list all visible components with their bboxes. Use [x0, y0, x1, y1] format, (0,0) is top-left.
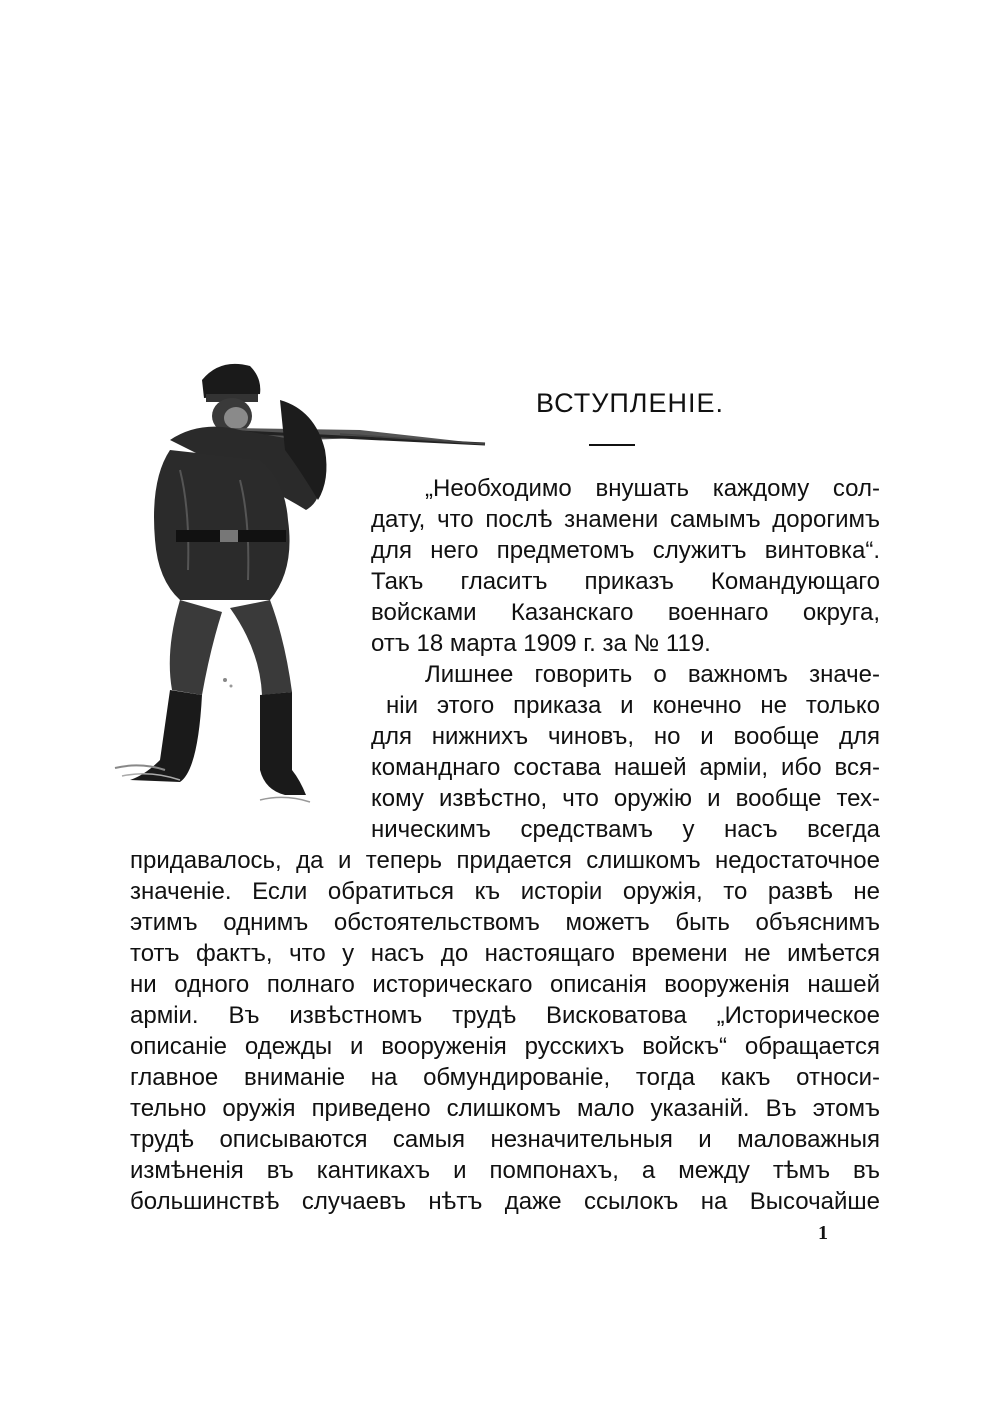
text-line: этимъ однимъ обстоятельствомъ можетъ быть объяснимъ: [130, 909, 880, 936]
text-line: для него предметомъ служитъ винтовка“.: [371, 537, 880, 564]
text-line: тотъ фактъ, что у насъ до настоящаго времени не имѣется: [130, 940, 880, 967]
text-line: для нижнихъ чиновъ, но и вообще для: [371, 723, 880, 750]
text-line: отъ 18 марта 1909 г. за № 119.: [371, 630, 711, 657]
text-line: дату, что послѣ знамени самымъ дорогимъ: [371, 506, 880, 533]
page-number: 1: [818, 1222, 828, 1244]
title-divider: [589, 444, 635, 446]
text-line: измѣненія въ кантикахъ и помпонахъ, а между тѣмъ въ: [130, 1157, 880, 1184]
text-line: ническимъ средствамъ у насъ всегда: [371, 816, 880, 843]
text-line: тельно оружія приведено слишкомъ мало указаній. Въ этомъ: [130, 1095, 880, 1122]
text-line: команднаго состава нашей арміи, ибо вся-: [371, 754, 880, 781]
text-line: трудѣ описываются самыя незначительныя и маловажныя: [130, 1126, 880, 1153]
text-line: арміи. Въ извѣстномъ трудѣ Висковатова „Историческое: [130, 1002, 880, 1029]
text-line: Лишнее говорить о важномъ значе-: [425, 661, 880, 688]
text-line: „Необходимо внушать каждому сол-: [425, 475, 880, 502]
text-line: значеніе. Если обратиться къ исторіи оружія, то развѣ не: [130, 878, 880, 905]
text-line: главное вниманіе на обмундированіе, тогда какъ относи-: [130, 1064, 880, 1091]
section-title: ВСТУПЛЕНІЕ.: [535, 388, 724, 418]
text-line: большинствѣ случаевъ нѣтъ даже ссылокъ на Высочайше: [130, 1188, 880, 1215]
text-line: кому извѣстно, что оружію и вообще тех-: [371, 785, 880, 812]
text-line: ни одного полнаго историческаго описанія вооруженія нашей: [130, 971, 880, 998]
text-line: войсками Казанскаго военнаго округа,: [371, 599, 880, 626]
text-line: ніи этого приказа и конечно не только: [386, 692, 880, 719]
text-line: описаніе одежды и вооруженія русскихъ войскъ“ обращается: [130, 1033, 880, 1060]
text-line: придавалось, да и теперь придается слишкомъ недостаточное: [130, 847, 880, 874]
text-line: Такъ гласитъ приказъ Командующаго: [371, 568, 880, 595]
